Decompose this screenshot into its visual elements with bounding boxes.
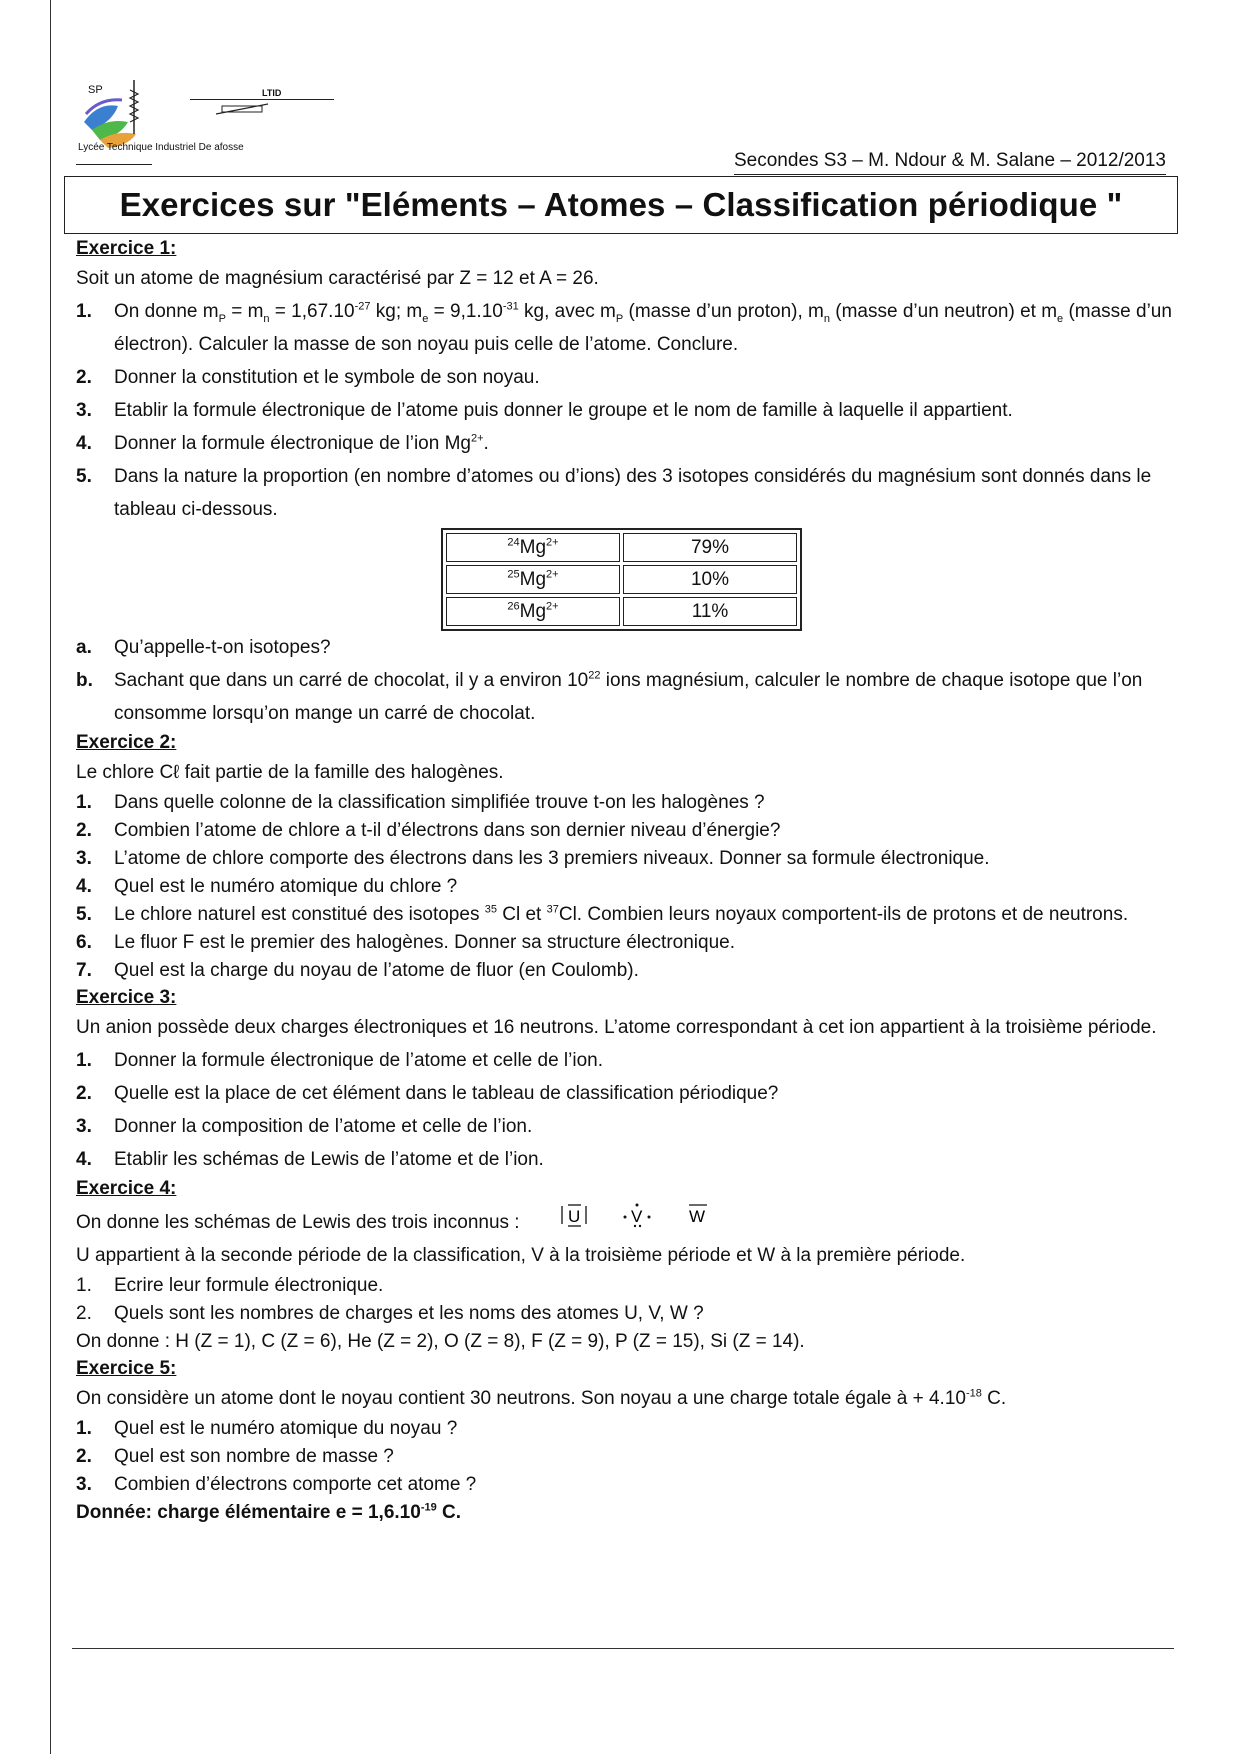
question-item (76, 1044, 1176, 1077)
logo-ltid-text: LTID (262, 88, 282, 98)
exercise-1-intro: Soit un atome de magnésium caractérisé par Z = 12 et A = 26. (76, 268, 599, 289)
question-item (76, 361, 1176, 394)
question-text: Donner la constitution et le symbole de son noyau. (114, 367, 540, 388)
question-item (76, 1415, 1176, 1443)
question-item (76, 1143, 1176, 1176)
question-item (76, 873, 1176, 901)
header-rule (190, 99, 334, 100)
question-item (76, 901, 1176, 929)
question-item (76, 1443, 1176, 1471)
question-number: 3. (76, 848, 92, 869)
exercises-content (76, 236, 1176, 1527)
question-text: Qu’appelle-t-on isotopes? (114, 637, 331, 658)
question-text: Quel est le numéro atomique du noyau ? (114, 1418, 458, 1439)
exercise-3-questions (76, 1044, 1176, 1176)
lewis-structures (525, 1202, 715, 1228)
page-margin-line (50, 0, 51, 1754)
question-item (76, 664, 1176, 730)
exercise-5-questions (76, 1415, 1176, 1499)
question-text: Quels sont les nombres de charges et les noms des atomes U, V, W ? (114, 1303, 704, 1324)
question-text: Donner la formule électronique de l’ion $Mg^{2+}$. (114, 432, 489, 454)
question-number: 4. (76, 1149, 92, 1170)
footer-rule (72, 1648, 1174, 1649)
question-number: 3. (76, 1474, 92, 1495)
question-number: 5. (76, 904, 92, 925)
lewis-u-icon (559, 1202, 591, 1228)
exercise-4-given: On donne : H (Z = 1), C (Z = 6), He (Z = 2), O (Z = 8), F (Z = 9), P (Z = 15), Si (Z = 14). (76, 1331, 805, 1352)
question-text: Quel est le numéro atomique du chlore ? (114, 876, 458, 897)
table-row (446, 533, 797, 562)
exercise-4-intro: On donne les schémas de Lewis des trois inconnus : U V W (76, 1202, 1176, 1239)
isotope-symbol: $^{26}Mg^{2+}$ (446, 597, 620, 626)
exercise-1-questions (76, 295, 1176, 526)
question-item (76, 1471, 1176, 1499)
question-text: Ecrire leur formule électronique. (114, 1275, 384, 1296)
question-item (76, 631, 1176, 664)
question-number: 1. (76, 1418, 92, 1439)
table-row (446, 565, 797, 594)
class-info: Secondes S3 – M. Ndour & M. Salane – 2012/2013 (734, 150, 1166, 175)
isotope-percent: 79% (623, 533, 797, 562)
svg-text:U: U (567, 1207, 581, 1226)
exercise-1-subquestions (76, 631, 1176, 730)
isotope-symbol: $^{24}Mg^{2+}$ (446, 533, 620, 562)
question-text: L’atome de chlore comporte des électrons dans les 3 premiers niveaux. Donner sa formule électronique. (114, 848, 990, 869)
question-text: Combien l’atome de chlore a t-il d’électrons dans son dernier niveau d’énergie? (114, 820, 781, 841)
svg-text:W: W (688, 1207, 705, 1226)
question-item (76, 394, 1176, 427)
exercise-4-periods: U appartient à la seconde période de la classification, V à la troisième période et W à la première période. (76, 1245, 966, 1266)
exercise-1 (76, 236, 1176, 730)
question-item (76, 929, 1176, 957)
question-text: Quelle est la place de cet élément dans le tableau de classification périodique? (114, 1083, 779, 1104)
question-item (76, 460, 1176, 526)
isotope-symbol: $^{25}Mg^{2+}$ (446, 565, 620, 594)
exercise-2-intro: Le chlore Cℓ fait partie de la famille des halogènes. (76, 762, 504, 783)
exercise-2-title: Exercice 2: (76, 732, 177, 753)
isotope-percent: 11% (623, 597, 797, 626)
question-text: Etablir la formule électronique de l’atome puis donner le groupe et le nom de famille à laquelle il appartient. (114, 400, 1013, 421)
question-number: 2. (76, 1446, 92, 1467)
question-text: Donner la composition de l’atome et celle de l’ion. (114, 1116, 533, 1137)
question-number: 3. (76, 1116, 92, 1137)
question-text: Le chlore naturel est constitué des isotopes $^{35}$ Cl et $^{37}$Cl. Combien leurs noyaux comportent-ils de protons et de neutrons. (114, 903, 1129, 925)
exercise-1-title: Exercice 1: (76, 238, 177, 259)
question-text: Le fluor F est le premier des halogènes. Donner sa structure électronique. (114, 932, 735, 953)
exercise-4-questions (76, 1272, 1176, 1328)
question-text: Quel est son nombre de masse ? (114, 1446, 394, 1467)
question-number: 2. (76, 1083, 92, 1104)
question-number: 6. (76, 932, 92, 953)
question-item (76, 1300, 1176, 1328)
exercise-3-intro: Un anion possède deux charges électroniques et 16 neutrons. L’atome correspondant à cet ion appartient à la troisième période. (76, 1017, 1157, 1038)
question-item (76, 427, 1176, 460)
title-box (64, 176, 1178, 234)
question-text: On donne $m_P = m_n = 1,67.10^{-27}$ kg; $m_e = 9,1.10^{-31}$ kg, avec $m_P$ (masse d’un proton), $m_n$ (masse d’un neutron) et $m_e$ (masse d’un électron). Calculer la masse de son noyau puis celle de l’atome. Conclure. (114, 300, 1172, 355)
exercise-3 (76, 985, 1176, 1176)
exercise-5-title: Exercice 5: (76, 1358, 177, 1379)
question-number: 4. (76, 876, 92, 897)
isotope-percent: 10% (623, 565, 797, 594)
exercise-5-intro: On considère un atome dont le noyau contient 30 neutrons. Son noyau a une charge totale égale à + $4.10^{-18}$ C. (76, 1387, 1007, 1409)
question-text: Etablir les schémas de Lewis de l’atome et de l’ion. (114, 1149, 544, 1170)
school-logo (74, 74, 334, 166)
question-number: a. (76, 637, 92, 658)
question-number: 1. (76, 1275, 92, 1296)
logo-school-name: Lycée Technique Industriel De afosse (78, 142, 244, 153)
question-number: 2. (76, 820, 92, 841)
lewis-w-icon (683, 1202, 715, 1228)
exercise-2-questions (76, 789, 1176, 985)
question-item (76, 845, 1176, 873)
question-number: 3. (76, 400, 92, 421)
header-rule-short (76, 164, 152, 165)
question-item (76, 1110, 1176, 1143)
question-text: Donner la formule électronique de l’atome et celle de l’ion. (114, 1050, 603, 1071)
lewis-v-icon (621, 1202, 653, 1228)
question-text: Quel est la charge du noyau de l’atome de fluor (en Coulomb). (114, 960, 639, 981)
question-number: 7. (76, 960, 92, 981)
question-item (76, 789, 1176, 817)
exercise-5 (76, 1356, 1176, 1527)
question-number: b. (76, 670, 93, 691)
exercise-4-title: Exercice 4: (76, 1178, 177, 1199)
question-text: Sachant que dans un carré de chocolat, il y a environ $10^{22}$ ions magnésium, calculer le nombre de chaque isotope que l’on consomme lorsqu’on mange un carré de chocolat. (114, 669, 1143, 724)
exercise-5-data: Donnée: charge élémentaire $e = 1,6.10^{-19}$ C. (76, 1501, 461, 1523)
question-number: 4. (76, 433, 92, 454)
question-number: 1. (76, 1050, 92, 1071)
exercise-2 (76, 730, 1176, 985)
table-row (446, 597, 797, 626)
question-number: 2. (76, 1303, 92, 1324)
exercise-3-title: Exercice 3: (76, 987, 177, 1008)
question-text: Dans la nature la proportion (en nombre d’atomes ou d’ions) des 3 isotopes considérés du magnésium sont donnés dans le tableau ci-dessous. (114, 466, 1152, 520)
exercise-4 (76, 1176, 1176, 1356)
question-item (76, 1077, 1176, 1110)
question-item (76, 295, 1176, 361)
question-text: Dans quelle colonne de la classification simplifiée trouve t-on les halogènes ? (114, 792, 765, 813)
question-item (76, 817, 1176, 845)
question-number: 5. (76, 466, 92, 487)
question-item (76, 1272, 1176, 1300)
question-number: 1. (76, 792, 92, 813)
page-title: Exercices sur "Eléments – Atomes – Classification périodique " (119, 186, 1123, 223)
svg-text:V: V (630, 1207, 643, 1226)
question-item (76, 957, 1176, 985)
question-number: 1. (76, 301, 92, 322)
question-text: Combien d’électrons comporte cet atome ? (114, 1474, 477, 1495)
logo-sp-text: SP (88, 84, 103, 96)
isotope-table (441, 528, 802, 631)
question-number: 2. (76, 367, 92, 388)
